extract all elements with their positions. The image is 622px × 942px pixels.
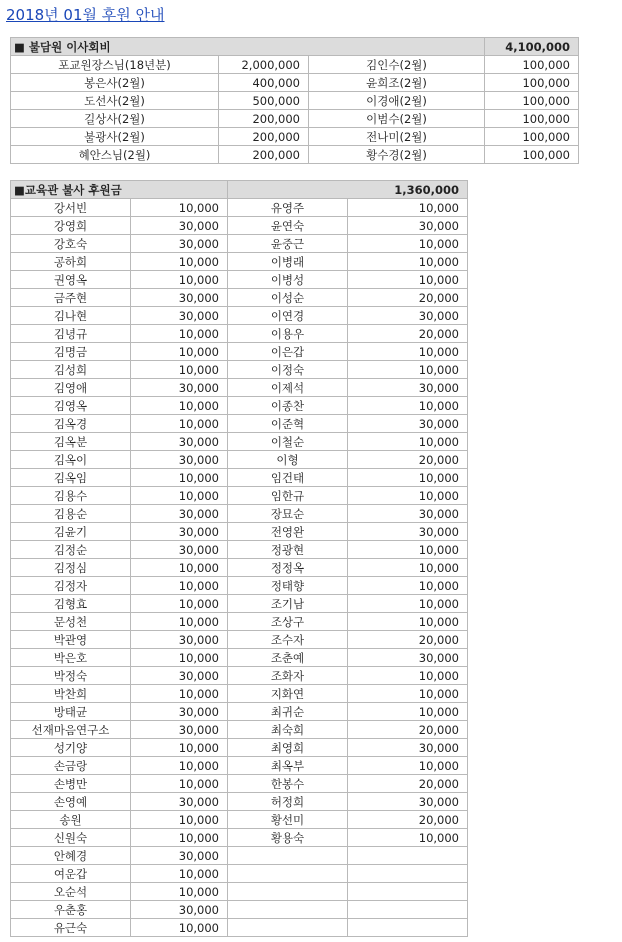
donation-amount: 20,000 <box>348 721 468 739</box>
donor-name: 허정희 <box>228 793 348 811</box>
donation-amount: 30,000 <box>348 415 468 433</box>
table-row <box>11 631 468 649</box>
donor-name: 권영옥 <box>11 271 131 289</box>
table-row <box>11 235 468 253</box>
donation-amount: 30,000 <box>348 793 468 811</box>
donation-amount: 30,000 <box>348 379 468 397</box>
donation-amount <box>348 919 468 937</box>
donor-name: 윤희조(2월) <box>309 74 485 92</box>
donor-name: 성기양 <box>11 739 131 757</box>
donation-amount: 20,000 <box>348 289 468 307</box>
donor-name: 이형 <box>228 451 348 469</box>
donor-name: 김인수(2월) <box>309 56 485 74</box>
donor-name: 강호숙 <box>11 235 131 253</box>
donor-name: 김정순 <box>11 541 131 559</box>
donation-amount: 20,000 <box>348 451 468 469</box>
table-row <box>11 307 468 325</box>
table-row <box>11 128 579 146</box>
donor-name: 조춘예 <box>228 649 348 667</box>
donor-name: 윤연숙 <box>228 217 348 235</box>
donor-name <box>228 901 348 919</box>
table-row <box>11 487 468 505</box>
donation-amount: 30,000 <box>131 631 228 649</box>
donor-name: 손병만 <box>11 775 131 793</box>
table-row <box>11 433 468 451</box>
table-row <box>11 469 468 487</box>
table-row <box>11 325 468 343</box>
donation-amount: 30,000 <box>131 793 228 811</box>
donation-amount: 30,000 <box>131 523 228 541</box>
donor-name: 김영애 <box>11 379 131 397</box>
donation-amount: 10,000 <box>131 775 228 793</box>
section-title: ■ 불담원 이사회비 <box>11 38 485 56</box>
donation-amount: 30,000 <box>348 739 468 757</box>
donation-amount: 10,000 <box>131 487 228 505</box>
donor-name: 우춘홍 <box>11 901 131 919</box>
donor-name: 조기남 <box>228 595 348 613</box>
donor-name: 유영주 <box>228 199 348 217</box>
donor-name: 혜안스님(2월) <box>11 146 219 164</box>
donor-name: 강서빈 <box>11 199 131 217</box>
donor-name: 김옥분 <box>11 433 131 451</box>
donor-name: 최귀순 <box>228 703 348 721</box>
table-row <box>11 649 468 667</box>
donation-amount: 100,000 <box>485 128 579 146</box>
board-dues-table <box>10 37 579 164</box>
donor-name: 이준혁 <box>228 415 348 433</box>
donation-amount: 30,000 <box>131 307 228 325</box>
donation-amount: 200,000 <box>219 128 309 146</box>
donor-name: 김나현 <box>11 307 131 325</box>
donation-amount: 30,000 <box>131 667 228 685</box>
donor-name: 김정심 <box>11 559 131 577</box>
donor-name: 안혜경 <box>11 847 131 865</box>
donation-amount: 100,000 <box>485 146 579 164</box>
donation-amount: 10,000 <box>131 685 228 703</box>
donation-amount: 10,000 <box>131 415 228 433</box>
donor-name: 장묘순 <box>228 505 348 523</box>
donation-amount: 10,000 <box>131 649 228 667</box>
donation-amount: 10,000 <box>348 685 468 703</box>
donation-amount: 20,000 <box>348 325 468 343</box>
donation-amount: 20,000 <box>348 811 468 829</box>
donation-amount: 10,000 <box>131 397 228 415</box>
table-row <box>11 289 468 307</box>
table-row <box>11 667 468 685</box>
donation-amount: 10,000 <box>131 595 228 613</box>
donation-amount: 30,000 <box>348 505 468 523</box>
donor-name: 박찬희 <box>11 685 131 703</box>
page-title: 2018년 01월 후원 안내 <box>6 6 165 24</box>
donor-name: 김명금 <box>11 343 131 361</box>
donor-name: 김옥이 <box>11 451 131 469</box>
donor-name: 윤중근 <box>228 235 348 253</box>
donor-name: 봉은사(2월) <box>11 74 219 92</box>
donation-amount: 10,000 <box>348 559 468 577</box>
table-row <box>11 505 468 523</box>
donor-name: 황용숙 <box>228 829 348 847</box>
donor-name: 이철순 <box>228 433 348 451</box>
donor-name <box>228 865 348 883</box>
table-row <box>11 379 468 397</box>
donor-name: 김영옥 <box>11 397 131 415</box>
donor-name: 황선미 <box>228 811 348 829</box>
donation-amount: 10,000 <box>131 253 228 271</box>
donation-amount: 10,000 <box>348 469 468 487</box>
table-row <box>11 757 468 775</box>
donor-name: 정광현 <box>228 541 348 559</box>
table-row <box>11 451 468 469</box>
table-row <box>11 577 468 595</box>
donation-amount: 30,000 <box>131 379 228 397</box>
donation-amount: 20,000 <box>348 631 468 649</box>
donation-amount: 400,000 <box>219 74 309 92</box>
donation-amount: 10,000 <box>131 739 228 757</box>
donation-amount <box>348 865 468 883</box>
donation-amount: 10,000 <box>348 397 468 415</box>
donor-name: 오순석 <box>11 883 131 901</box>
table-row <box>11 541 468 559</box>
table-row <box>11 415 468 433</box>
donor-name: 정태향 <box>228 577 348 595</box>
donor-name: 임건태 <box>228 469 348 487</box>
donation-amount: 100,000 <box>485 92 579 110</box>
table-row <box>11 793 468 811</box>
table-row <box>11 559 468 577</box>
table-row <box>11 829 468 847</box>
donation-amount: 500,000 <box>219 92 309 110</box>
donation-amount: 10,000 <box>131 469 228 487</box>
donation-amount: 10,000 <box>348 487 468 505</box>
donation-amount: 10,000 <box>131 829 228 847</box>
table-row <box>11 56 579 74</box>
donor-name: 유근숙 <box>11 919 131 937</box>
donor-name: 강영희 <box>11 217 131 235</box>
donor-name: 박정숙 <box>11 667 131 685</box>
donor-name: 김용순 <box>11 505 131 523</box>
donor-name: 박은호 <box>11 649 131 667</box>
table-row <box>11 199 468 217</box>
donor-name: 손영예 <box>11 793 131 811</box>
table-row <box>11 217 468 235</box>
table-row <box>11 811 468 829</box>
donor-name: 박관영 <box>11 631 131 649</box>
donor-name: 지화연 <box>228 685 348 703</box>
table-row <box>11 847 468 865</box>
donor-name: 이제석 <box>228 379 348 397</box>
donation-amount: 30,000 <box>131 235 228 253</box>
donation-table <box>10 180 468 937</box>
table-row <box>11 775 468 793</box>
donor-name: 이정숙 <box>228 361 348 379</box>
donation-amount: 10,000 <box>348 577 468 595</box>
donation-amount: 10,000 <box>348 235 468 253</box>
table-row <box>11 523 468 541</box>
table-row <box>11 613 468 631</box>
donor-name <box>228 919 348 937</box>
section-header <box>11 38 579 56</box>
donation-amount: 10,000 <box>131 613 228 631</box>
donor-name: 조수자 <box>228 631 348 649</box>
table-row <box>11 685 468 703</box>
table-row <box>11 253 468 271</box>
donation-amount: 2,000,000 <box>219 56 309 74</box>
donor-name: 길상사(2월) <box>11 110 219 128</box>
donation-amount: 30,000 <box>348 307 468 325</box>
donor-name: 김윤기 <box>11 523 131 541</box>
donation-amount: 30,000 <box>131 289 228 307</box>
donor-name: 포교원장스님(18년분) <box>11 56 219 74</box>
donation-amount: 10,000 <box>131 559 228 577</box>
section-total: 1,360,000 <box>228 181 468 199</box>
table-row <box>11 92 579 110</box>
table-row <box>11 595 468 613</box>
table-row <box>11 110 579 128</box>
donation-amount: 10,000 <box>348 703 468 721</box>
donor-name: 김성희 <box>11 361 131 379</box>
donation-amount: 30,000 <box>131 703 228 721</box>
donor-name: 김옥경 <box>11 415 131 433</box>
donor-name: 조화자 <box>228 667 348 685</box>
donor-name: 전나미(2월) <box>309 128 485 146</box>
table-row <box>11 883 468 901</box>
donation-amount: 10,000 <box>131 811 228 829</box>
donor-name: 방태균 <box>11 703 131 721</box>
table-row <box>11 865 468 883</box>
donation-amount: 30,000 <box>131 505 228 523</box>
donation-amount: 30,000 <box>348 523 468 541</box>
table-row <box>11 397 468 415</box>
donation-amount: 30,000 <box>348 217 468 235</box>
donor-name: 손금랑 <box>11 757 131 775</box>
donor-name: 이연경 <box>228 307 348 325</box>
donation-amount: 100,000 <box>485 74 579 92</box>
donation-amount: 10,000 <box>131 577 228 595</box>
donor-name: 김옥임 <box>11 469 131 487</box>
donation-amount: 10,000 <box>348 361 468 379</box>
donation-amount: 30,000 <box>131 847 228 865</box>
donation-amount <box>348 901 468 919</box>
donation-amount: 10,000 <box>131 865 228 883</box>
table-row <box>11 901 468 919</box>
donation-amount: 10,000 <box>131 325 228 343</box>
donor-name: 최옥부 <box>228 757 348 775</box>
donation-amount: 10,000 <box>131 919 228 937</box>
donation-amount: 10,000 <box>131 757 228 775</box>
table-row <box>11 146 579 164</box>
donor-name: 공하희 <box>11 253 131 271</box>
donation-amount: 30,000 <box>131 433 228 451</box>
donor-name: 불광사(2월) <box>11 128 219 146</box>
donor-name: 도선사(2월) <box>11 92 219 110</box>
table-row <box>11 721 468 739</box>
donation-amount: 10,000 <box>131 361 228 379</box>
donor-name: 김형효 <box>11 595 131 613</box>
donor-name: 김녕규 <box>11 325 131 343</box>
donation-amount: 10,000 <box>348 595 468 613</box>
table-row <box>11 271 468 289</box>
donation-amount: 200,000 <box>219 146 309 164</box>
donor-name: 정정옥 <box>228 559 348 577</box>
donation-amount: 30,000 <box>131 541 228 559</box>
donor-name: 이종찬 <box>228 397 348 415</box>
donor-name: 문성천 <box>11 613 131 631</box>
donation-amount: 10,000 <box>348 757 468 775</box>
donor-name: 송원 <box>11 811 131 829</box>
donor-name: 최숙희 <box>228 721 348 739</box>
section-total: 4,100,000 <box>485 38 579 56</box>
donation-amount: 10,000 <box>348 541 468 559</box>
donation-amount: 10,000 <box>348 271 468 289</box>
donor-name <box>228 883 348 901</box>
donor-name: 한봉수 <box>228 775 348 793</box>
donation-amount: 10,000 <box>348 829 468 847</box>
donation-amount: 10,000 <box>348 199 468 217</box>
table-row <box>11 343 468 361</box>
table-row <box>11 703 468 721</box>
donation-amount: 100,000 <box>485 56 579 74</box>
donor-name: 최영희 <box>228 739 348 757</box>
donor-name: 이병성 <box>228 271 348 289</box>
donor-name: 김용수 <box>11 487 131 505</box>
donor-name: 금주현 <box>11 289 131 307</box>
donor-name: 신원숙 <box>11 829 131 847</box>
donation-amount: 10,000 <box>348 667 468 685</box>
donation-amount: 10,000 <box>348 433 468 451</box>
table-row <box>11 74 579 92</box>
donor-name: 이성순 <box>228 289 348 307</box>
donor-name: 조상구 <box>228 613 348 631</box>
donor-name: 여운갑 <box>11 865 131 883</box>
donation-amount: 20,000 <box>348 775 468 793</box>
donor-name <box>228 847 348 865</box>
donor-name: 이병래 <box>228 253 348 271</box>
donation-amount: 30,000 <box>131 721 228 739</box>
donor-name: 황수경(2월) <box>309 146 485 164</box>
donation-amount: 200,000 <box>219 110 309 128</box>
donor-name: 선재마음연구소 <box>11 721 131 739</box>
donor-name: 이경애(2월) <box>309 92 485 110</box>
donor-name: 이범수(2월) <box>309 110 485 128</box>
donor-name: 이용우 <box>228 325 348 343</box>
donation-amount: 30,000 <box>131 901 228 919</box>
donation-amount: 10,000 <box>348 253 468 271</box>
donation-amount: 30,000 <box>131 217 228 235</box>
donation-amount: 10,000 <box>348 613 468 631</box>
section-title: ■교육관 불사 후원금 <box>11 181 228 199</box>
donation-amount: 30,000 <box>131 451 228 469</box>
section-header <box>11 181 468 199</box>
donation-amount: 10,000 <box>131 343 228 361</box>
donation-amount <box>348 883 468 901</box>
donation-amount: 30,000 <box>348 649 468 667</box>
donor-name: 전영완 <box>228 523 348 541</box>
donation-amount: 10,000 <box>131 883 228 901</box>
donor-name: 이은갑 <box>228 343 348 361</box>
donation-amount: 100,000 <box>485 110 579 128</box>
table-row <box>11 739 468 757</box>
table-row <box>11 361 468 379</box>
donation-amount <box>348 847 468 865</box>
donation-amount: 10,000 <box>131 199 228 217</box>
table-row <box>11 919 468 937</box>
donation-amount: 10,000 <box>131 271 228 289</box>
donation-amount: 10,000 <box>348 343 468 361</box>
donor-name: 임한규 <box>228 487 348 505</box>
donor-name: 김정자 <box>11 577 131 595</box>
